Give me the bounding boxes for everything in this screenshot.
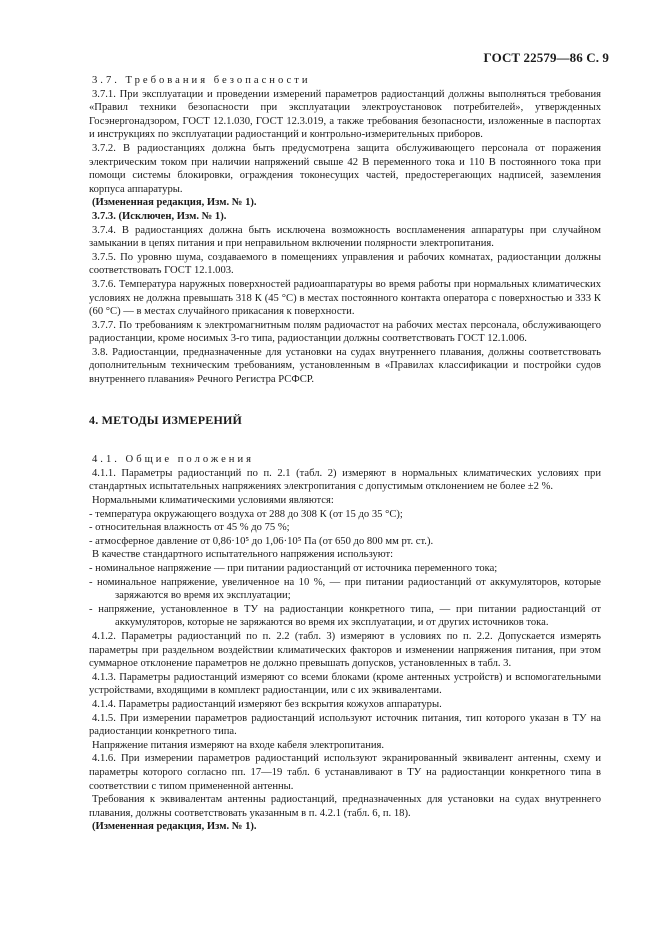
paragraph-4-1-5: 4.1.5. При измерении параметров радиостанций используют источник питания, тип которого указан в ТУ на радиостанции конкретного типа. <box>89 712 601 738</box>
paragraph-3-7-3: 3.7.3. (Исключен, Изм. № 1). <box>92 210 227 222</box>
paragraph-supply-voltage: Напряжение питания измеряют на входе кабеля электропитания. <box>92 739 385 751</box>
list-item-nominal-plus-10: - номинальное напряжение, увеличенное на 10 %, — при питании радиостанций от аккумуляторов, которые заряжаются во время их эксплуатации; <box>89 576 601 602</box>
section-heading-4-1: 4.1. Общие положения <box>92 454 254 466</box>
paragraph-4-1-4: 4.1.4. Параметры радиостанций измеряют без вскрытия кожухов аппаратуры. <box>92 698 442 710</box>
list-intro-climate: Нормальными климатическими условиями являются: <box>92 495 334 507</box>
paragraph-3-7-6: 3.7.6. Температура наружных поверхностей радиоаппаратуры во время работы при нормальных климатических условиях не должна превышать 318 К (45 °С) в местах постоянного контакта оператора с поверхностью и 333 К (60 °С) — в местах случайного прикасания к поверхности. <box>89 278 601 318</box>
paragraph-4-1-3: 4.1.3. Параметры радиостанций измеряют со всеми блоками (кроме антенных устройств) и вспомогательными устройствами, входящими в комплект радиостанции, или с их эквивалентами. <box>89 671 601 697</box>
list-item-humidity: - относительная влажность от 45 % до 75 %; <box>89 522 290 534</box>
paragraph-3-8: 3.8. Радиостанции, предназначенные для установки на судах внутреннего плавания, должны соответствовать дополнительным техническим требованиям, установленным в «Правилах классификации и постройки судов внутреннего плавания» Речного Регистра РСФСР. <box>89 346 601 386</box>
page-header: ГОСТ 22579—86 С. 9 <box>483 50 609 65</box>
amendment-note: (Измененная редакция, Изм. № 1). <box>92 197 257 209</box>
section-title-4: 4. МЕТОДЫ ИЗМЕРЕНИЙ <box>89 412 243 427</box>
paragraph-3-7-7: 3.7.7. По требованиям к электромагнитным полям радиочастот на рабочих местах персонала, обслуживающего радиостанции, кроме носимых 3-го типа, радиостанции должны соответствовать ГОСТ 12.1.006. <box>89 319 601 345</box>
paragraph-antenna-equivalents: Требования к эквивалентам антенны радиостанций, предназначенных для установки на судах внутреннего плавания, должны соответствовать указанным в п. 4.2.1 (табл. 6, п. 18). <box>89 794 601 819</box>
list-intro-voltage: В качестве стандартного испытательного напряжения используют: <box>92 549 394 561</box>
list-item-pressure: - атмосферное давление от 0,86·10⁵ до 1,06·10⁵ Па (от 650 до 800 мм рт. ст.). <box>89 535 434 547</box>
paragraph-3-7-5: 3.7.5. По уровню шума, создаваемого в помещениях управления и рабочих комнатах, радиостанции должны соответствовать ГОСТ 12.1.003. <box>89 251 601 277</box>
paragraph-4-1-1: 4.1.1. Параметры радиостанций по п. 2.1 (табл. 2) измеряют в нормальных климатических условиях при стандартных испытательных напряжениях электропитания с допустимым отклонением не более ±2 %. <box>89 467 601 493</box>
document-body <box>89 74 601 834</box>
amendment-note-final: (Измененная редакция, Изм. № 1). <box>92 821 257 833</box>
list-item-nominal-ac: - номинальное напряжение — при питании радиостанций от источника переменного тока; <box>89 563 498 574</box>
paragraph-4-1-6: 4.1.6. При измерении параметров радиостанций используют экранированный эквивалент антенны, схему и параметры которого согласно пп. 17—19 табл. 6 устанавливают в ТУ на радиостанции конкретного типа в соответствии с типом примененной антенны. <box>89 753 601 792</box>
list-item-tu-voltage: - напряжение, установленное в ТУ на радиостанции конкретного типа, — при питании радиостанций от аккумуляторов, которые не заряжаются во время их эксплуатации, и от других источников тока. <box>89 603 601 629</box>
list-item-temperature: - температура окружающего воздуха от 288 до 308 К (от 15 до 35 °С); <box>89 508 403 520</box>
paragraph-3-7-2: 3.7.2. В радиостанциях должна быть предусмотрена защита обслуживающего персонала от поражения электрическим током при наличии напряжений свыше 42 В переменного тока и 110 В постоянного тока при помощи системы блокировки, ограждения токонесущих частей, предостерегающих надписей, заземления корпуса аппаратуры. <box>89 142 601 195</box>
paragraph-3-7-1: 3.7.1. При эксплуатации и проведении измерений параметров радиостанций должны выполняться требования «Правил техники безопасности при эксплуатации электроустановок потребителей», утвержденных Госэнергонадзором, ГОСТ 12.1.030, ГОСТ 12.3.019, а также требования безопасности, изложенные в паспортах и инструкциях по эксплуатации радиостанций и контрольно-измерительных приборов. <box>89 88 601 141</box>
section-heading-3-7: 3.7. Требования безопасности <box>92 75 311 86</box>
paragraph-3-7-4: 3.7.4. В радиостанциях должна быть исключена возможность воспламенения аппаратуры при случайном замыкании в цепях питания и при неправильном включении полярности электропитания. <box>89 224 601 250</box>
paragraph-4-1-2: 4.1.2. Параметры радиостанций по п. 2.2 (табл. 3) измеряют в условиях по п. 2.2. Допускается измерять параметры при раздельном воздействии климатических факторов и изменении напряжения питания, при этом суммарное отклонение параметров не должно превышать допусков, установленных в табл. 3. <box>89 630 601 670</box>
